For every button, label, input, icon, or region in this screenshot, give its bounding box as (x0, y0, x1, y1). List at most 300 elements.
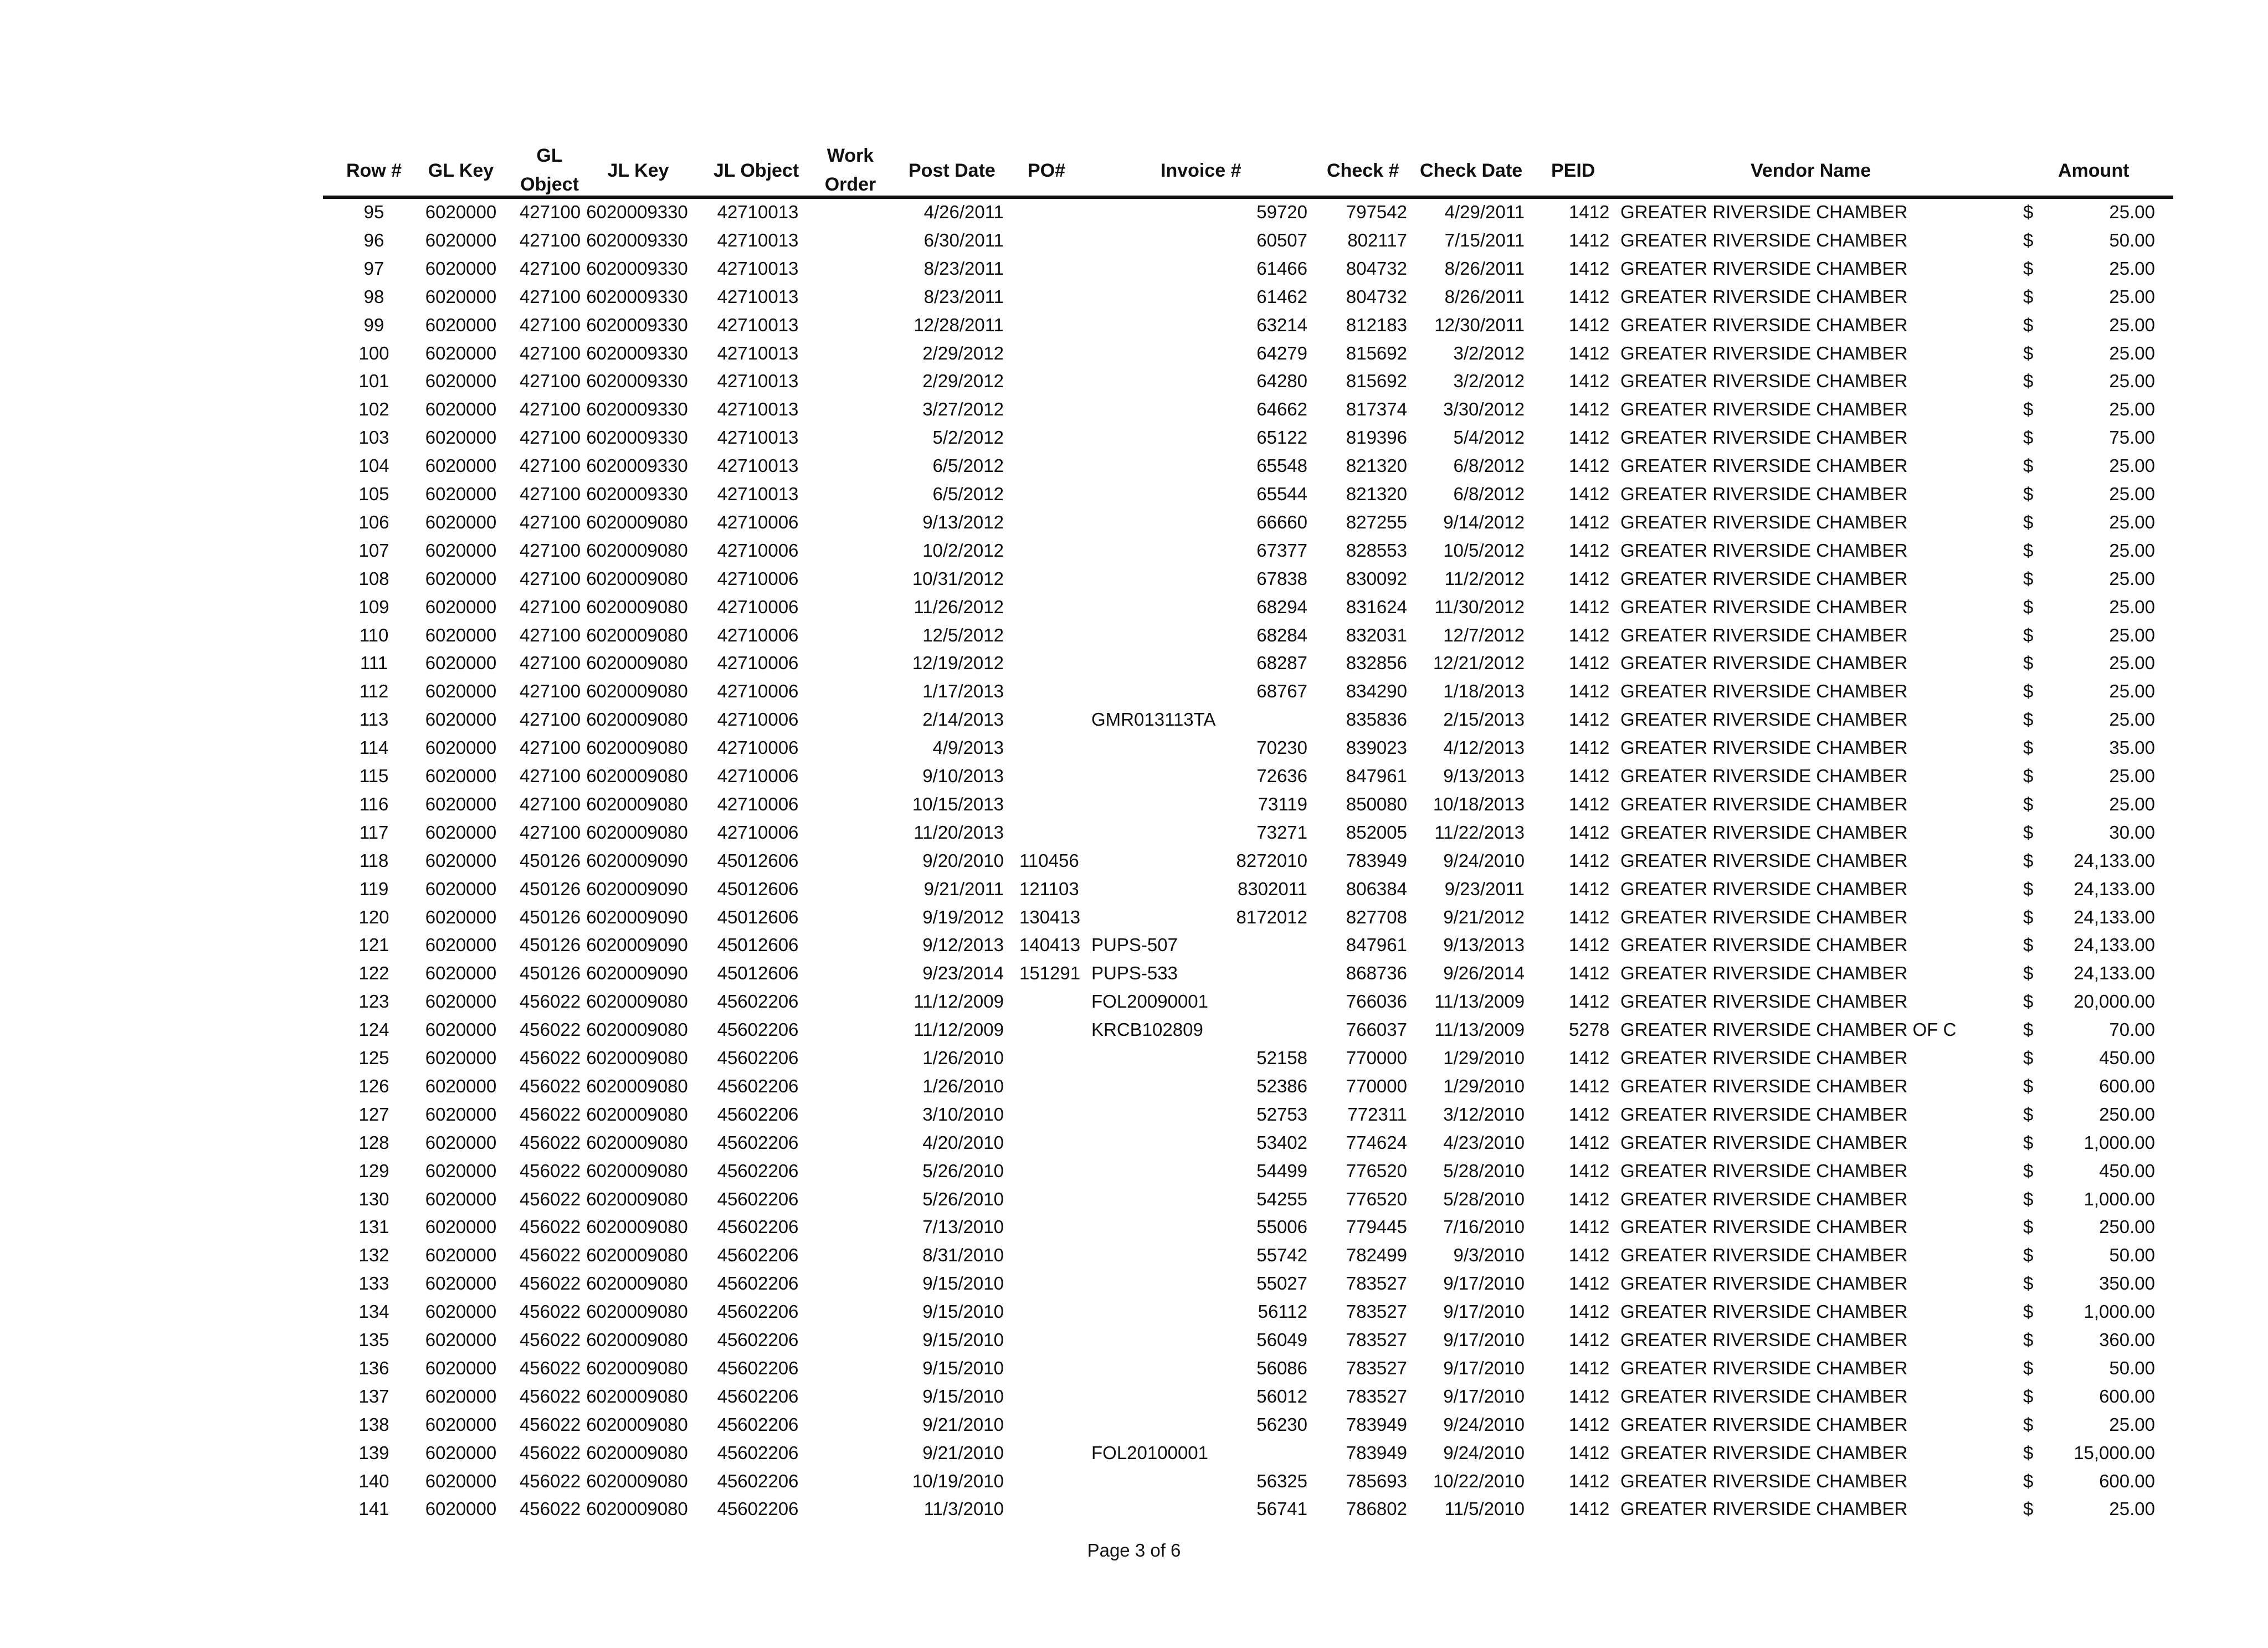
cell-invoice-number: 68294 (1256, 596, 1307, 617)
cell-post-date: 8/23/2011 (923, 286, 1004, 307)
cell-jl-key: 6020009330 (586, 484, 688, 504)
cell-vendor-name: GREATER RIVERSIDE CHAMBER (1620, 314, 1908, 335)
cell-gl-key: 6020000 (425, 427, 497, 448)
cell-po-number: 130413 (1019, 906, 1081, 927)
cell-gl-key: 6020000 (425, 1245, 497, 1266)
cell-peid: 1412 (1569, 963, 1610, 984)
table-row (0, 283, 2268, 311)
table-row (0, 987, 2268, 1015)
cell-gl-object: 456022 (519, 1188, 581, 1209)
cell-jl-key: 6020009080 (586, 1188, 688, 1209)
cell-post-date: 3/10/2010 (922, 1103, 1004, 1125)
cell-jl-key: 6020009090 (586, 906, 688, 927)
cell-check-number: 827708 (1346, 906, 1407, 927)
cell-vendor-name: GREATER RIVERSIDE CHAMBER (1620, 1470, 1908, 1491)
cell-jl-object: 45012606 (717, 963, 799, 984)
cell-peid: 1412 (1569, 1357, 1610, 1378)
cell-peid: 1412 (1569, 737, 1610, 758)
table-row (0, 1241, 2268, 1269)
cell-row-number: 134 (358, 1301, 389, 1322)
cell-invoice-number: 59720 (1256, 202, 1307, 222)
cell-currency: $ (2023, 1414, 2034, 1435)
cell-gl-key: 6020000 (425, 286, 497, 307)
cell-amount: 25.00 (2109, 653, 2155, 674)
cell-check-date: 11/22/2013 (1434, 822, 1525, 843)
cell-peid: 1412 (1569, 1188, 1610, 1209)
cell-currency: $ (2023, 793, 2034, 814)
cell-peid: 1412 (1569, 681, 1610, 702)
cell-gl-object: 427100 (519, 568, 581, 589)
cell-jl-key: 6020009080 (586, 596, 688, 617)
cell-currency: $ (2023, 1329, 2034, 1350)
cell-jl-object: 45602206 (717, 1245, 799, 1266)
cell-jl-key: 6020009090 (586, 963, 688, 984)
cell-check-number: 832031 (1346, 624, 1407, 645)
cell-currency: $ (2023, 1188, 2034, 1209)
cell-jl-key: 6020009330 (586, 314, 688, 335)
table-row (0, 1382, 2268, 1410)
cell-invoice-number: 56741 (1256, 1498, 1307, 1519)
cell-currency: $ (2023, 1442, 2034, 1463)
cell-amount: 35.00 (2109, 737, 2155, 758)
cell-check-number: 783527 (1346, 1357, 1407, 1378)
cell-amount: 25.00 (2109, 342, 2155, 363)
cell-jl-object: 42710006 (717, 568, 799, 589)
cell-vendor-name: GREATER RIVERSIDE CHAMBER (1620, 906, 1908, 927)
cell-gl-key: 6020000 (425, 1357, 497, 1378)
cell-vendor-name: GREATER RIVERSIDE CHAMBER (1620, 399, 1908, 420)
cell-check-date: 9/17/2010 (1443, 1301, 1525, 1322)
header-check-number: Check # (1327, 160, 1399, 181)
cell-peid: 1412 (1569, 1498, 1610, 1519)
cell-currency: $ (2023, 1019, 2034, 1040)
cell-amount: 1,000.00 (2084, 1132, 2155, 1153)
cell-gl-object: 456022 (519, 1357, 581, 1378)
cell-vendor-name: GREATER RIVERSIDE CHAMBER (1620, 1075, 1908, 1096)
table-row (0, 1015, 2268, 1044)
cell-check-number: 770000 (1346, 1048, 1407, 1068)
cell-jl-key: 6020009330 (586, 427, 688, 448)
cell-jl-object: 42710013 (717, 484, 799, 504)
table-row (0, 1495, 2268, 1523)
cell-jl-key: 6020009080 (586, 1414, 688, 1435)
header-po-number: PO# (1028, 160, 1066, 181)
cell-amount: 1,000.00 (2084, 1301, 2155, 1322)
cell-vendor-name: GREATER RIVERSIDE CHAMBER (1620, 371, 1908, 392)
cell-peid: 1412 (1569, 935, 1610, 956)
cell-row-number: 116 (359, 793, 389, 814)
cell-post-date: 8/31/2010 (922, 1245, 1004, 1266)
cell-jl-object: 42710006 (717, 681, 799, 702)
cell-row-number: 96 (363, 229, 384, 250)
cell-currency: $ (2023, 1385, 2034, 1406)
cell-gl-object: 427100 (519, 709, 581, 730)
cell-vendor-name: GREATER RIVERSIDE CHAMBER (1620, 709, 1908, 730)
cell-post-date: 2/29/2012 (922, 371, 1004, 392)
cell-gl-object: 427100 (519, 427, 581, 448)
cell-row-number: 114 (359, 737, 389, 758)
cell-post-date: 9/12/2013 (922, 935, 1004, 956)
cell-jl-object: 45012606 (717, 935, 799, 956)
cell-vendor-name: GREATER RIVERSIDE CHAMBER (1620, 935, 1908, 956)
cell-check-number: 839023 (1346, 737, 1407, 758)
cell-jl-key: 6020009080 (586, 737, 688, 758)
cell-vendor-name: GREATER RIVERSIDE CHAMBER (1620, 1132, 1908, 1153)
cell-check-number: 832856 (1346, 653, 1407, 674)
cell-gl-key: 6020000 (425, 935, 497, 956)
cell-peid: 1412 (1569, 1160, 1610, 1181)
cell-peid: 1412 (1569, 793, 1610, 814)
cell-post-date: 9/15/2010 (922, 1385, 1004, 1406)
cell-amount: 50.00 (2109, 1357, 2155, 1378)
cell-row-number: 99 (363, 314, 384, 335)
cell-post-date: 10/2/2012 (922, 540, 1004, 561)
cell-gl-object: 456022 (519, 1103, 581, 1125)
cell-gl-key: 6020000 (425, 342, 497, 363)
cell-gl-object: 456022 (519, 991, 581, 1012)
cell-peid: 1412 (1569, 371, 1610, 392)
cell-gl-key: 6020000 (425, 1385, 497, 1406)
cell-po-number: 140413 (1019, 935, 1081, 956)
cell-check-date: 11/30/2012 (1434, 596, 1525, 617)
cell-amount: 25.00 (2109, 202, 2155, 222)
cell-check-date: 8/26/2011 (1444, 258, 1525, 279)
cell-peid: 1412 (1569, 511, 1610, 532)
cell-currency: $ (2023, 935, 2034, 956)
cell-gl-object: 427100 (519, 258, 581, 279)
cell-gl-key: 6020000 (425, 1442, 497, 1463)
cell-amount: 24,133.00 (2074, 906, 2155, 927)
cell-post-date: 3/27/2012 (922, 399, 1004, 420)
cell-gl-key: 6020000 (425, 258, 497, 279)
cell-post-date: 11/3/2010 (923, 1498, 1004, 1519)
cell-check-date: 5/28/2010 (1443, 1188, 1525, 1209)
cell-peid: 1412 (1569, 229, 1610, 250)
table-row (0, 1439, 2268, 1467)
cell-jl-key: 6020009080 (586, 1470, 688, 1491)
cell-jl-key: 6020009080 (586, 1019, 688, 1040)
cell-vendor-name: GREATER RIVERSIDE CHAMBER (1620, 1385, 1908, 1406)
cell-amount: 25.00 (2109, 399, 2155, 420)
cell-peid: 1412 (1569, 427, 1610, 448)
table-row (0, 254, 2268, 283)
cell-gl-key: 6020000 (425, 1329, 497, 1350)
table-row (0, 1157, 2268, 1185)
cell-vendor-name: GREATER RIVERSIDE CHAMBER (1620, 850, 1908, 871)
cell-invoice-number: 68287 (1256, 653, 1307, 674)
cell-jl-key: 6020009330 (586, 371, 688, 392)
cell-gl-key: 6020000 (425, 1048, 497, 1068)
cell-gl-key: 6020000 (425, 596, 497, 617)
cell-row-number: 133 (358, 1273, 389, 1294)
cell-gl-object: 456022 (519, 1301, 581, 1322)
cell-jl-object: 45602206 (717, 1470, 799, 1491)
cell-peid: 1412 (1569, 653, 1610, 674)
cell-currency: $ (2023, 1103, 2034, 1125)
cell-check-date: 12/30/2011 (1434, 314, 1525, 335)
cell-gl-object: 456022 (519, 1498, 581, 1519)
cell-jl-object: 42710006 (717, 596, 799, 617)
cell-check-number: 783527 (1346, 1301, 1407, 1322)
cell-check-number: 785693 (1346, 1470, 1407, 1491)
table-row (0, 395, 2268, 423)
cell-check-date: 10/18/2013 (1433, 793, 1525, 814)
cell-gl-object: 427100 (519, 314, 581, 335)
cell-jl-object: 45602206 (717, 1273, 799, 1294)
cell-gl-key: 6020000 (425, 540, 497, 561)
cell-amount: 600.00 (2099, 1470, 2155, 1491)
cell-check-number: 783527 (1346, 1385, 1407, 1406)
cell-check-date: 11/13/2009 (1434, 991, 1525, 1012)
cell-gl-object: 450126 (519, 878, 581, 899)
cell-gl-key: 6020000 (425, 653, 497, 674)
cell-check-number: 834290 (1346, 681, 1407, 702)
cell-amount: 30.00 (2109, 822, 2155, 843)
cell-currency: $ (2023, 1273, 2034, 1294)
cell-row-number: 108 (358, 568, 389, 589)
cell-gl-key: 6020000 (425, 1160, 497, 1181)
cell-post-date: 10/19/2010 (912, 1470, 1004, 1491)
cell-post-date: 11/26/2012 (914, 596, 1004, 617)
cell-check-number: 852005 (1346, 822, 1407, 843)
cell-jl-key: 6020009330 (586, 399, 688, 420)
cell-row-number: 111 (360, 653, 388, 674)
cell-gl-key: 6020000 (425, 1188, 497, 1209)
cell-jl-key: 6020009330 (586, 455, 688, 476)
cell-gl-key: 6020000 (425, 737, 497, 758)
cell-jl-object: 45602206 (717, 1357, 799, 1378)
cell-vendor-name: GREATER RIVERSIDE CHAMBER (1620, 1160, 1908, 1181)
cell-check-date: 9/24/2010 (1443, 1442, 1525, 1463)
cell-peid: 1412 (1569, 1301, 1610, 1322)
cell-gl-object: 456022 (519, 1414, 581, 1435)
cell-amount: 25.00 (2109, 681, 2155, 702)
cell-gl-key: 6020000 (425, 906, 497, 927)
cell-po-number: 121103 (1019, 878, 1079, 899)
cell-gl-object: 427100 (519, 793, 581, 814)
cell-check-date: 9/17/2010 (1443, 1329, 1525, 1350)
cell-check-number: 783527 (1346, 1273, 1407, 1294)
cell-check-date: 4/29/2011 (1444, 202, 1525, 222)
cell-peid: 1412 (1569, 850, 1610, 871)
cell-check-number: 868736 (1346, 963, 1407, 984)
cell-peid: 1412 (1569, 399, 1610, 420)
cell-currency: $ (2023, 709, 2034, 730)
cell-row-number: 139 (358, 1442, 389, 1463)
cell-amount: 25.00 (2109, 286, 2155, 307)
cell-row-number: 123 (358, 991, 389, 1012)
cell-amount: 25.00 (2109, 314, 2155, 335)
cell-check-date: 5/28/2010 (1443, 1160, 1525, 1181)
cell-peid: 1412 (1569, 540, 1610, 561)
table-row (0, 677, 2268, 705)
cell-gl-object: 427100 (519, 822, 581, 843)
cell-check-number: 828553 (1346, 540, 1407, 561)
cell-check-date: 9/13/2013 (1443, 766, 1525, 786)
cell-jl-key: 6020009080 (586, 1075, 688, 1096)
cell-check-number: 786802 (1346, 1498, 1407, 1519)
cell-gl-object: 427100 (519, 229, 581, 250)
cell-invoice-number: 56325 (1256, 1470, 1307, 1491)
cell-jl-object: 42710006 (717, 822, 799, 843)
table-row (0, 451, 2268, 480)
cell-gl-object: 456022 (519, 1216, 581, 1238)
cell-jl-object: 42710013 (717, 202, 799, 222)
cell-jl-object: 45602206 (717, 1188, 799, 1209)
cell-jl-key: 6020009080 (586, 709, 688, 730)
cell-check-date: 2/15/2013 (1443, 709, 1525, 730)
cell-check-number: 812183 (1346, 314, 1407, 335)
cell-vendor-name: GREATER RIVERSIDE CHAMBER (1620, 342, 1908, 363)
table-row (0, 311, 2268, 339)
table-row (0, 959, 2268, 987)
header-jl-key: JL Key (607, 160, 669, 181)
cell-peid: 1412 (1569, 1273, 1610, 1294)
cell-vendor-name: GREATER RIVERSIDE CHAMBER OF C (1620, 1019, 1957, 1040)
cell-check-date: 3/12/2010 (1443, 1103, 1525, 1125)
table-row (0, 1100, 2268, 1128)
cell-peid: 1412 (1569, 1048, 1610, 1068)
cell-post-date: 10/15/2013 (912, 793, 1004, 814)
cell-invoice-number: 52753 (1256, 1103, 1307, 1125)
cell-invoice-number: 64280 (1256, 371, 1307, 392)
cell-row-number: 118 (359, 850, 389, 871)
cell-check-date: 9/3/2010 (1453, 1245, 1525, 1266)
table-row (0, 1213, 2268, 1241)
cell-post-date: 4/20/2010 (922, 1132, 1004, 1153)
cell-jl-key: 6020009080 (586, 681, 688, 702)
cell-amount: 600.00 (2099, 1385, 2155, 1406)
cell-jl-key: 6020009080 (586, 1048, 688, 1068)
cell-post-date: 11/20/2013 (914, 822, 1004, 843)
table-row (0, 790, 2268, 818)
cell-jl-object: 45012606 (717, 850, 799, 871)
cell-peid: 1412 (1569, 766, 1610, 786)
cell-invoice-text: FOL20100001 (1091, 1442, 1209, 1463)
cell-currency: $ (2023, 484, 2034, 504)
cell-invoice-number: 65122 (1256, 427, 1307, 448)
cell-peid: 1412 (1569, 342, 1610, 363)
cell-vendor-name: GREATER RIVERSIDE CHAMBER (1620, 624, 1908, 645)
cell-gl-key: 6020000 (425, 1216, 497, 1238)
cell-vendor-name: GREATER RIVERSIDE CHAMBER (1620, 1103, 1908, 1125)
cell-invoice-number: 8272010 (1236, 850, 1307, 871)
cell-jl-object: 42710006 (717, 653, 799, 674)
cell-currency: $ (2023, 850, 2034, 871)
cell-row-number: 132 (358, 1245, 389, 1266)
cell-gl-key: 6020000 (425, 878, 497, 899)
cell-currency: $ (2023, 314, 2034, 335)
cell-invoice-number: 56049 (1256, 1329, 1307, 1350)
cell-check-number: 783949 (1346, 850, 1407, 871)
cell-check-number: 802117 (1347, 229, 1407, 250)
cell-jl-key: 6020009090 (586, 935, 688, 956)
cell-currency: $ (2023, 1132, 2034, 1153)
cell-check-date: 7/15/2011 (1444, 229, 1525, 250)
cell-invoice-text: FOL20090001 (1091, 991, 1209, 1012)
cell-post-date: 9/21/2010 (922, 1442, 1004, 1463)
table-row (0, 875, 2268, 903)
cell-vendor-name: GREATER RIVERSIDE CHAMBER (1620, 991, 1908, 1012)
cell-currency: $ (2023, 342, 2034, 363)
cell-check-date: 8/26/2011 (1444, 286, 1525, 307)
cell-row-number: 106 (358, 511, 389, 532)
cell-currency: $ (2023, 906, 2034, 927)
cell-amount: 360.00 (2099, 1329, 2155, 1350)
cell-currency: $ (2023, 878, 2034, 899)
table-row (0, 536, 2268, 564)
header-work-order-line1: Work (827, 145, 874, 166)
cell-amount: 25.00 (2109, 568, 2155, 589)
cell-row-number: 127 (358, 1103, 389, 1125)
cell-vendor-name: GREATER RIVERSIDE CHAMBER (1620, 766, 1908, 786)
cell-gl-object: 427100 (519, 484, 581, 504)
cell-vendor-name: GREATER RIVERSIDE CHAMBER (1620, 878, 1908, 899)
cell-invoice-number: 61462 (1256, 286, 1307, 307)
header-gl-object-line1: GL (536, 145, 563, 166)
cell-amount: 25.00 (2109, 511, 2155, 532)
cell-currency: $ (2023, 399, 2034, 420)
cell-gl-object: 456022 (519, 1048, 581, 1068)
cell-jl-object: 42710013 (717, 342, 799, 363)
cell-post-date: 9/10/2013 (922, 766, 1004, 786)
cell-row-number: 125 (358, 1048, 389, 1068)
cell-peid: 1412 (1569, 1442, 1610, 1463)
table-row (0, 705, 2268, 733)
cell-currency: $ (2023, 1216, 2034, 1238)
table-row (0, 931, 2268, 959)
cell-jl-key: 6020009330 (586, 342, 688, 363)
cell-invoice-number: 56112 (1258, 1301, 1307, 1322)
cell-post-date: 9/15/2010 (922, 1329, 1004, 1350)
cell-amount: 25.00 (2109, 766, 2155, 786)
cell-jl-key: 6020009080 (586, 766, 688, 786)
header-row-number: Row # (346, 160, 402, 181)
cell-currency: $ (2023, 371, 2034, 392)
cell-invoice-number: 65548 (1256, 455, 1307, 476)
cell-post-date: 9/15/2010 (922, 1301, 1004, 1322)
cell-jl-object: 45602206 (717, 1075, 799, 1096)
cell-invoice-number: 65544 (1256, 484, 1307, 504)
cell-invoice-number: 8172012 (1236, 906, 1307, 927)
cell-row-number: 128 (358, 1132, 389, 1153)
cell-jl-object: 45602206 (717, 1301, 799, 1322)
cell-currency: $ (2023, 681, 2034, 702)
cell-gl-key: 6020000 (425, 822, 497, 843)
cell-gl-key: 6020000 (425, 1132, 497, 1153)
cell-post-date: 2/14/2013 (922, 709, 1004, 730)
cell-peid: 1412 (1569, 1075, 1610, 1096)
cell-invoice-number: 52386 (1256, 1075, 1307, 1096)
cell-currency: $ (2023, 1301, 2034, 1322)
cell-row-number: 119 (359, 878, 389, 899)
table-row (0, 508, 2268, 536)
cell-jl-key: 6020009090 (586, 850, 688, 871)
cell-gl-object: 450126 (519, 935, 581, 956)
table-row (0, 367, 2268, 395)
cell-jl-key: 6020009330 (586, 229, 688, 250)
cell-check-date: 6/8/2012 (1453, 455, 1525, 476)
cell-vendor-name: GREATER RIVERSIDE CHAMBER (1620, 1498, 1908, 1519)
table-row (0, 649, 2268, 677)
cell-vendor-name: GREATER RIVERSIDE CHAMBER (1620, 822, 1908, 843)
cell-post-date: 12/19/2012 (912, 653, 1004, 674)
cell-amount: 25.00 (2109, 371, 2155, 392)
cell-invoice-number: 55006 (1256, 1216, 1307, 1238)
cell-jl-object: 42710006 (717, 511, 799, 532)
cell-row-number: 126 (358, 1075, 389, 1096)
cell-peid: 1412 (1569, 484, 1610, 504)
